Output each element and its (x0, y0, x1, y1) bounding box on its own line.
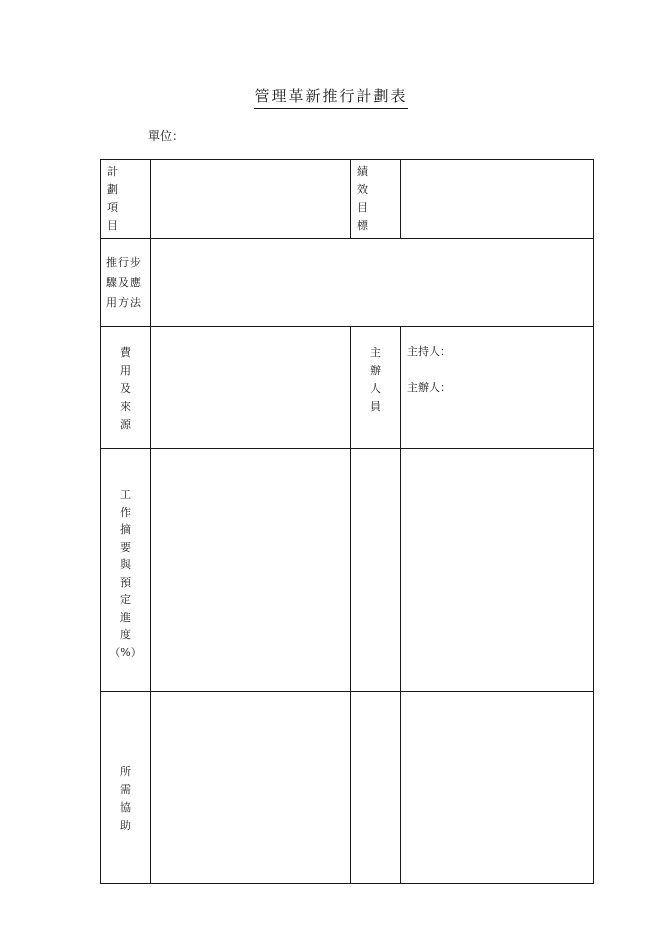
steps-label-line2: 驟及應 (106, 275, 142, 289)
plan-item-label (101, 160, 151, 239)
steps-label-line1: 推行步 (106, 255, 142, 269)
organizer-person-label: 主辦人： (407, 381, 451, 394)
work-label-char: 進 (120, 610, 131, 624)
cost-label (101, 327, 151, 449)
goal-label-line2: 目 標 (357, 201, 372, 232)
help-label-char: 助 (120, 819, 131, 832)
form-title-text: 管理革新推行計劃表 (254, 85, 407, 109)
work-middle-field[interactable] (351, 449, 401, 692)
cost-label-char: 來 (120, 400, 131, 413)
organizer-field[interactable] (401, 327, 594, 449)
organizer-label-char: 人 (370, 382, 381, 395)
row-cost (101, 327, 594, 449)
organizer-label-char: 主 (370, 346, 381, 359)
cost-label-char: 源 (120, 418, 131, 431)
steps-label (101, 239, 151, 327)
plan-item-label-line2: 項 目 (107, 201, 122, 232)
organizer-label-char: 員 (370, 400, 381, 413)
plan-item-label-line1: 計 劃 (107, 165, 122, 196)
cost-label-char: 及 (120, 382, 131, 395)
work-label (101, 449, 151, 692)
form-title (0, 85, 662, 109)
cost-field[interactable] (151, 327, 351, 449)
work-label-char: 預 (120, 575, 131, 589)
goal-label (351, 160, 401, 239)
help-label-char: 需 (120, 783, 131, 796)
help-label (101, 692, 151, 884)
plan-item-field[interactable] (151, 160, 351, 239)
work-summary-field[interactable] (151, 449, 351, 692)
steps-label-line3: 用方法 (106, 295, 142, 309)
work-label-char: 定 (120, 593, 131, 606)
row-help (101, 692, 594, 884)
help-right-field[interactable] (401, 692, 594, 884)
work-label-char: 要 (120, 540, 131, 554)
help-label-char: 協 (120, 801, 131, 814)
organizer-label (351, 327, 401, 449)
plan-form-table (100, 159, 594, 884)
help-middle-field[interactable] (351, 692, 401, 884)
help-label-char: 所 (120, 765, 131, 778)
goal-field[interactable] (401, 160, 594, 239)
row-work (101, 449, 594, 692)
work-label-char: （%） (109, 645, 142, 659)
work-label-char: 度 (120, 628, 131, 641)
work-label-char: 作 (120, 505, 131, 519)
row-plan-item (101, 160, 594, 239)
work-label-char: 工 (120, 488, 131, 501)
work-schedule-field[interactable] (401, 449, 594, 692)
unit-label: 單位： (148, 129, 185, 143)
row-steps (101, 239, 594, 327)
host-label: 主持人： (407, 345, 451, 358)
organizer-label-char: 辦 (370, 364, 381, 377)
steps-field[interactable] (151, 239, 594, 327)
cost-label-char: 用 (120, 364, 131, 377)
help-content-field[interactable] (151, 692, 351, 884)
work-label-char: 摘 (120, 523, 131, 536)
work-label-char: 與 (120, 558, 131, 571)
goal-label-line1: 績 效 (357, 165, 372, 196)
cost-label-char: 費 (120, 346, 131, 359)
